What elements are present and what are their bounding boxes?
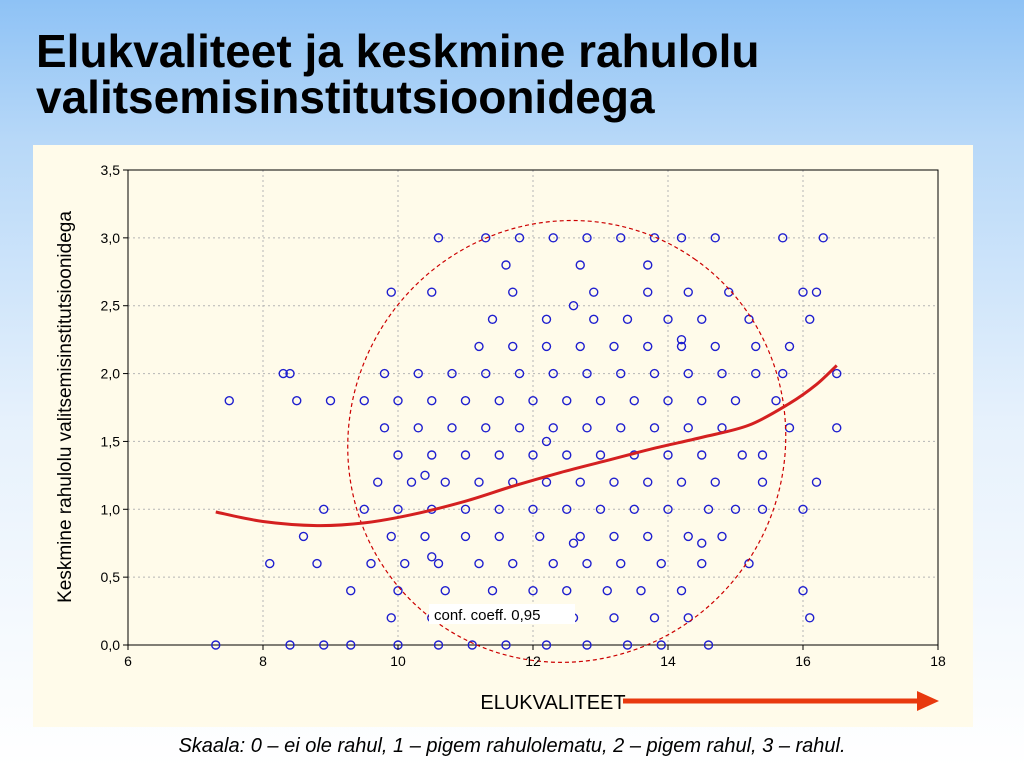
data-point [698,315,706,323]
data-point [684,288,692,296]
confidence-ellipse [261,145,872,727]
data-point [576,342,584,350]
data-point [644,478,652,486]
data-point [644,288,652,296]
y-tick-label: 3,5 [100,162,120,178]
data-point [293,397,301,405]
points [212,234,841,649]
data-point [610,614,618,622]
data-point [374,478,382,486]
data-point [610,342,618,350]
y-tick-label: 1,5 [100,433,120,450]
data-point [387,614,395,622]
data-point [617,560,625,568]
data-point [448,424,456,432]
data-point [759,478,767,486]
data-point [482,424,490,432]
data-point [684,532,692,540]
data-point [225,397,233,405]
data-point [414,424,422,432]
data-point [570,539,578,547]
data-point [428,397,436,405]
confidence-ellipse-group [261,145,872,727]
data-point [543,315,551,323]
data-point [698,451,706,459]
data-point [813,288,821,296]
data-point [381,424,389,432]
data-point [441,587,449,595]
data-point [806,315,814,323]
x-tick-label: 14 [660,653,676,669]
data-point [367,560,375,568]
x-tick-label: 10 [390,653,406,669]
data-point [462,397,470,405]
data-point [563,451,571,459]
data-point [603,587,611,595]
data-point [428,451,436,459]
data-point [799,288,807,296]
data-point [718,532,726,540]
data-point [462,451,470,459]
data-point [678,587,686,595]
data-point [745,315,753,323]
data-point [711,342,719,350]
data-point [509,288,517,296]
y-tick-label: 0,5 [100,569,120,586]
right-arrow-icon [623,691,939,711]
data-point [583,424,591,432]
data-point [428,553,436,561]
data-point [421,532,429,540]
data-point [698,560,706,568]
data-point [428,288,436,296]
data-point [489,587,497,595]
data-point [509,342,517,350]
data-point [745,560,753,568]
data-point [711,478,719,486]
data-point [610,532,618,540]
fit-line [216,365,837,525]
data-point [300,532,308,540]
data-point [637,587,645,595]
data-point [360,397,368,405]
data-point [421,471,429,479]
data-point [408,478,416,486]
data-point [502,261,510,269]
y-tick-label: 1,0 [100,501,120,518]
data-point [651,614,659,622]
data-point [617,424,625,432]
y-tick-label: 3,0 [100,229,120,246]
data-point [657,560,665,568]
data-point [772,397,780,405]
data-point [549,424,557,432]
data-point [583,560,591,568]
data-point [813,478,821,486]
x-tick-label: 6 [124,653,132,669]
x-tick-label: 18 [930,653,946,669]
data-point [610,478,618,486]
data-point [549,560,557,568]
data-point [576,478,584,486]
data-point [786,342,794,350]
grid [128,170,938,645]
data-point [495,397,503,405]
data-point [435,560,443,568]
slide-title-line1: Elukvaliteet ja keskmine rahulolu [36,25,760,77]
data-point [462,532,470,540]
data-point [644,532,652,540]
x-tick-label: 8 [259,653,267,669]
chart-panel [33,145,973,727]
y-tick-label: 2,5 [100,297,120,314]
data-point [590,315,598,323]
data-point [698,397,706,405]
data-point [489,315,497,323]
confidence-annotation: conf. coeff. 0,95 [434,607,541,624]
y-axis-label: Keskmine rahulolu valitsemisinstitutsioonidega [55,211,76,603]
x-axis-label: ELUKVALITEET [480,692,626,714]
data-point [678,478,686,486]
data-point [732,397,740,405]
scatter-chart [33,145,973,727]
data-point [543,478,551,486]
data-point [347,587,355,595]
data-point [833,424,841,432]
scale-footnote: Skaala: 0 – ei ole rahul, 1 – pigem rahulolematu, 2 – pigem rahul, 3 – rahul. [178,735,846,757]
slide-title-line2: valitsemisinstitutsioonidega [36,71,655,123]
data-point [576,261,584,269]
data-point [576,532,584,540]
data-point [475,478,483,486]
data-point [475,560,483,568]
data-point [387,532,395,540]
data-point [563,587,571,595]
y-tick-label: 2,0 [100,365,120,382]
data-point [543,342,551,350]
x-tick-label: 12 [525,653,541,669]
data-point [495,532,503,540]
data-point [266,560,274,568]
data-point [590,288,598,296]
data-point [327,397,335,405]
data-point [806,614,814,622]
data-point [475,342,483,350]
data-point [441,478,449,486]
data-point [495,451,503,459]
data-point [387,288,395,296]
x-tick-label: 16 [795,653,811,669]
data-point [536,532,544,540]
data-point [651,424,659,432]
fit-line-group [216,365,837,525]
data-point [752,342,760,350]
data-point [597,397,605,405]
data-point [313,560,321,568]
data-point [624,315,632,323]
data-point [401,560,409,568]
data-point [509,560,517,568]
data-point [563,397,571,405]
data-point [644,342,652,350]
data-point [786,424,794,432]
data-point [684,424,692,432]
data-point [644,261,652,269]
data-point [630,397,638,405]
slide-title [36,25,760,123]
data-point [597,451,605,459]
y-tick-label: 0,0 [100,637,120,653]
data-point [516,424,524,432]
data-point [698,539,706,547]
data-point [738,451,746,459]
data-point [759,451,767,459]
